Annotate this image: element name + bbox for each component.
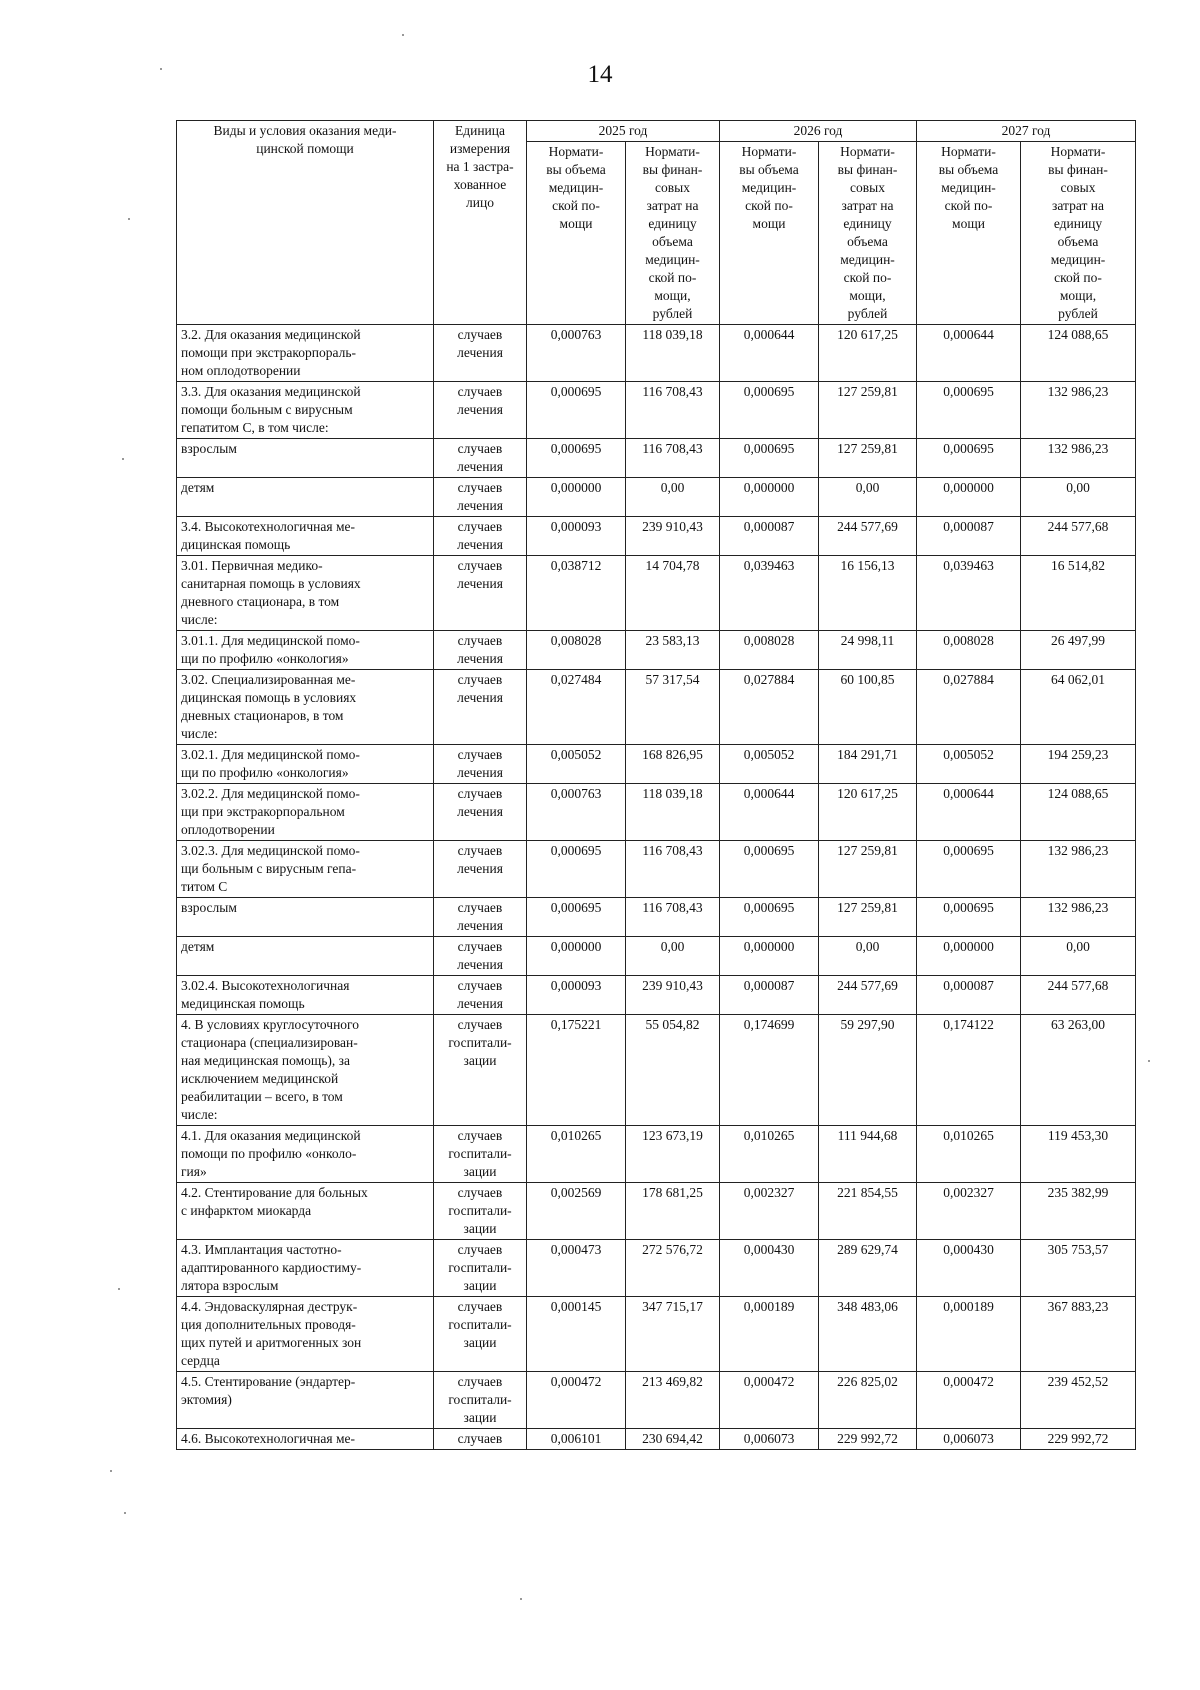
row-cost-2026: 226 825,02 <box>819 1372 917 1429</box>
row-volume-2026: 0,000000 <box>720 937 819 976</box>
row-unit: случаев лечения <box>434 382 527 439</box>
row-volume-2025: 0,010265 <box>527 1126 626 1183</box>
table-row <box>177 898 1136 937</box>
table-row <box>177 670 1136 745</box>
row-care-type: 3.02.4. Высокотехнологичная медицинская помощь <box>177 976 434 1015</box>
table-row <box>177 1429 1136 1450</box>
table-row <box>177 1240 1136 1297</box>
row-volume-2027: 0,000000 <box>917 937 1021 976</box>
row-volume-2025: 0,005052 <box>527 745 626 784</box>
row-cost-2025: 272 576,72 <box>626 1240 720 1297</box>
row-cost-2027: 119 453,30 <box>1021 1126 1136 1183</box>
row-cost-2026: 120 617,25 <box>819 784 917 841</box>
row-cost-2027: 239 452,52 <box>1021 1372 1136 1429</box>
row-care-type: детям <box>177 478 434 517</box>
row-cost-2027: 235 382,99 <box>1021 1183 1136 1240</box>
row-care-type: взрослым <box>177 898 434 937</box>
row-unit: случаев лечения <box>434 784 527 841</box>
row-care-type: взрослым <box>177 439 434 478</box>
row-volume-2026: 0,027884 <box>720 670 819 745</box>
row-care-type: 3.02. Специализированная ме- дицинская помощь в условиях дневных стационаров, в том числе: <box>177 670 434 745</box>
row-unit: случаев лечения <box>434 325 527 382</box>
row-unit: случаев лечения <box>434 898 527 937</box>
row-cost-2025: 230 694,42 <box>626 1429 720 1450</box>
row-cost-2027: 132 986,23 <box>1021 898 1136 937</box>
row-cost-2025: 347 715,17 <box>626 1297 720 1372</box>
table-row <box>177 1126 1136 1183</box>
row-cost-2025: 239 910,43 <box>626 517 720 556</box>
row-cost-2025: 0,00 <box>626 478 720 517</box>
row-cost-2027: 26 497,99 <box>1021 631 1136 670</box>
table-row <box>177 517 1136 556</box>
header-year-2025: 2025 год <box>527 121 720 142</box>
row-volume-2027: 0,000695 <box>917 898 1021 937</box>
row-cost-2027: 64 062,01 <box>1021 670 1136 745</box>
row-care-type: 3.02.3. Для медицинской помо- щи больным с вирусным гепа- титом С <box>177 841 434 898</box>
row-cost-2026: 127 259,81 <box>819 898 917 937</box>
row-volume-2025: 0,000695 <box>527 382 626 439</box>
row-unit: случаев лечения <box>434 937 527 976</box>
row-care-type: 3.02.1. Для медицинской помо- щи по профилю «онкология» <box>177 745 434 784</box>
row-care-type: детям <box>177 937 434 976</box>
row-care-type: 4.6. Высокотехнологичная ме- <box>177 1429 434 1450</box>
header-cost-2026: Нормати- вы финан- совых затрат на единицу объема медицин- ской по- мощи, рублей <box>819 142 917 325</box>
table-row <box>177 325 1136 382</box>
row-cost-2026: 229 992,72 <box>819 1429 917 1450</box>
row-cost-2026: 24 998,11 <box>819 631 917 670</box>
row-cost-2025: 123 673,19 <box>626 1126 720 1183</box>
row-unit: случаев лечения <box>434 439 527 478</box>
row-volume-2025: 0,000000 <box>527 478 626 517</box>
header-row-years <box>177 121 1136 142</box>
row-volume-2025: 0,002569 <box>527 1183 626 1240</box>
row-cost-2027: 194 259,23 <box>1021 745 1136 784</box>
row-volume-2026: 0,005052 <box>720 745 819 784</box>
row-unit: случаев лечения <box>434 556 527 631</box>
header-unit: Единица измерения на 1 застра- хованное лицо <box>434 121 527 325</box>
row-cost-2027: 244 577,68 <box>1021 976 1136 1015</box>
row-unit: случаев госпитали- зации <box>434 1015 527 1126</box>
table-row <box>177 556 1136 631</box>
row-volume-2025: 0,000093 <box>527 976 626 1015</box>
row-unit: случаев госпитали- зации <box>434 1183 527 1240</box>
row-cost-2026: 127 259,81 <box>819 382 917 439</box>
row-cost-2027: 124 088,65 <box>1021 325 1136 382</box>
row-cost-2026: 120 617,25 <box>819 325 917 382</box>
row-volume-2027: 0,008028 <box>917 631 1021 670</box>
row-cost-2027: 0,00 <box>1021 478 1136 517</box>
table-row <box>177 1372 1136 1429</box>
header-volume-2026: Нормати- вы объема медицин- ской по- мощи <box>720 142 819 325</box>
row-cost-2026: 111 944,68 <box>819 1126 917 1183</box>
row-cost-2027: 63 263,00 <box>1021 1015 1136 1126</box>
row-unit: случаев госпитали- зации <box>434 1372 527 1429</box>
row-volume-2027: 0,002327 <box>917 1183 1021 1240</box>
page-number: 14 <box>587 61 613 88</box>
row-care-type: 3.01.1. Для медицинской помо- щи по профилю «онкология» <box>177 631 434 670</box>
row-cost-2026: 127 259,81 <box>819 841 917 898</box>
row-volume-2027: 0,000695 <box>917 439 1021 478</box>
row-volume-2026: 0,000000 <box>720 478 819 517</box>
row-volume-2027: 0,000087 <box>917 976 1021 1015</box>
row-cost-2025: 239 910,43 <box>626 976 720 1015</box>
table-row <box>177 631 1136 670</box>
header-year-2026: 2026 год <box>720 121 917 142</box>
row-unit: случаев лечения <box>434 976 527 1015</box>
row-cost-2026: 289 629,74 <box>819 1240 917 1297</box>
row-cost-2027: 0,00 <box>1021 937 1136 976</box>
row-volume-2027: 0,000472 <box>917 1372 1021 1429</box>
row-volume-2026: 0,008028 <box>720 631 819 670</box>
row-volume-2026: 0,000644 <box>720 784 819 841</box>
row-volume-2026: 0,000472 <box>720 1372 819 1429</box>
row-unit: случаев лечения <box>434 841 527 898</box>
row-volume-2025: 0,000695 <box>527 898 626 937</box>
row-care-type: 4.4. Эндоваскулярная деструк- ция дополнительных проводя- щих путей и аритмогенных зон сердца <box>177 1297 434 1372</box>
row-volume-2027: 0,000189 <box>917 1297 1021 1372</box>
header-volume-2027: Нормати- вы объема медицин- ской по- мощи <box>917 142 1021 325</box>
row-care-type: 4.2. Стентирование для больных с инфарктом миокарда <box>177 1183 434 1240</box>
row-volume-2025: 0,008028 <box>527 631 626 670</box>
row-volume-2027: 0,000695 <box>917 382 1021 439</box>
header-care-type: Виды и условия оказания меди- цинской помощи <box>177 121 434 325</box>
row-cost-2027: 124 088,65 <box>1021 784 1136 841</box>
row-volume-2025: 0,000093 <box>527 517 626 556</box>
row-volume-2027: 0,000644 <box>917 325 1021 382</box>
row-volume-2026: 0,000189 <box>720 1297 819 1372</box>
row-volume-2026: 0,000087 <box>720 517 819 556</box>
row-cost-2025: 57 317,54 <box>626 670 720 745</box>
row-volume-2025: 0,000472 <box>527 1372 626 1429</box>
row-volume-2026: 0,000695 <box>720 898 819 937</box>
row-cost-2025: 213 469,82 <box>626 1372 720 1429</box>
row-cost-2025: 118 039,18 <box>626 784 720 841</box>
row-cost-2025: 116 708,43 <box>626 841 720 898</box>
row-cost-2025: 23 583,13 <box>626 631 720 670</box>
row-volume-2027: 0,006073 <box>917 1429 1021 1450</box>
row-volume-2027: 0,039463 <box>917 556 1021 631</box>
table-row <box>177 976 1136 1015</box>
row-unit: случаев госпитали- зации <box>434 1240 527 1297</box>
row-volume-2026: 0,006073 <box>720 1429 819 1450</box>
table-row <box>177 1183 1136 1240</box>
table-row <box>177 937 1136 976</box>
row-care-type: 4.1. Для оказания медицинской помощи по профилю «онколо- гия» <box>177 1126 434 1183</box>
row-cost-2026: 127 259,81 <box>819 439 917 478</box>
row-volume-2027: 0,005052 <box>917 745 1021 784</box>
table-row <box>177 439 1136 478</box>
header-year-2027: 2027 год <box>917 121 1136 142</box>
table-row <box>177 841 1136 898</box>
row-volume-2026: 0,000695 <box>720 841 819 898</box>
row-cost-2025: 168 826,95 <box>626 745 720 784</box>
row-unit: случаев лечения <box>434 670 527 745</box>
row-volume-2026: 0,000644 <box>720 325 819 382</box>
row-cost-2025: 116 708,43 <box>626 439 720 478</box>
row-unit: случаев госпитали- зации <box>434 1297 527 1372</box>
header-volume-2025: Нормати- вы объема медицин- ской по- мощи <box>527 142 626 325</box>
table-row <box>177 1297 1136 1372</box>
header-cost-2025: Нормати- вы финан- совых затрат на единицу объема медицин- ской по- мощи, рублей <box>626 142 720 325</box>
row-cost-2025: 116 708,43 <box>626 382 720 439</box>
row-care-type: 3.2. Для оказания медицинской помощи при экстракорпораль- ном оплодотворении <box>177 325 434 382</box>
row-volume-2025: 0,175221 <box>527 1015 626 1126</box>
row-cost-2026: 221 854,55 <box>819 1183 917 1240</box>
row-care-type: 3.4. Высокотехнологичная ме- дицинская помощь <box>177 517 434 556</box>
row-unit: случаев лечения <box>434 478 527 517</box>
row-care-type: 3.02.2. Для медицинской помо- щи при экстракорпоральном оплодотворении <box>177 784 434 841</box>
row-cost-2027: 229 992,72 <box>1021 1429 1136 1450</box>
row-unit: случаев лечения <box>434 631 527 670</box>
row-volume-2027: 0,027884 <box>917 670 1021 745</box>
row-cost-2027: 367 883,23 <box>1021 1297 1136 1372</box>
row-cost-2027: 132 986,23 <box>1021 439 1136 478</box>
table-row <box>177 478 1136 517</box>
row-volume-2025: 0,000145 <box>527 1297 626 1372</box>
row-cost-2026: 59 297,90 <box>819 1015 917 1126</box>
header-cost-2027: Нормати- вы финан- совых затрат на единицу объема медицин- ской по- мощи, рублей <box>1021 142 1136 325</box>
row-cost-2027: 132 986,23 <box>1021 841 1136 898</box>
medical-care-norms-table <box>176 120 1136 1450</box>
row-volume-2026: 0,174699 <box>720 1015 819 1126</box>
row-volume-2027: 0,174122 <box>917 1015 1021 1126</box>
row-cost-2026: 244 577,69 <box>819 517 917 556</box>
row-volume-2026: 0,039463 <box>720 556 819 631</box>
row-cost-2025: 178 681,25 <box>626 1183 720 1240</box>
row-volume-2027: 0,000695 <box>917 841 1021 898</box>
row-cost-2027: 305 753,57 <box>1021 1240 1136 1297</box>
row-care-type: 4.5. Стентирование (эндартер- эктомия) <box>177 1372 434 1429</box>
row-cost-2027: 244 577,68 <box>1021 517 1136 556</box>
row-volume-2025: 0,000695 <box>527 439 626 478</box>
row-volume-2026: 0,000430 <box>720 1240 819 1297</box>
row-volume-2027: 0,000000 <box>917 478 1021 517</box>
row-cost-2027: 16 514,82 <box>1021 556 1136 631</box>
table-row <box>177 1015 1136 1126</box>
row-cost-2025: 0,00 <box>626 937 720 976</box>
row-volume-2025: 0,000695 <box>527 841 626 898</box>
row-cost-2026: 244 577,69 <box>819 976 917 1015</box>
row-cost-2025: 14 704,78 <box>626 556 720 631</box>
row-volume-2027: 0,000087 <box>917 517 1021 556</box>
row-volume-2025: 0,006101 <box>527 1429 626 1450</box>
row-cost-2026: 16 156,13 <box>819 556 917 631</box>
row-cost-2027: 132 986,23 <box>1021 382 1136 439</box>
table-row <box>177 745 1136 784</box>
row-volume-2025: 0,000473 <box>527 1240 626 1297</box>
row-volume-2025: 0,027484 <box>527 670 626 745</box>
row-unit: случаев лечения <box>434 517 527 556</box>
row-volume-2025: 0,038712 <box>527 556 626 631</box>
row-unit: случаев госпитали- зации <box>434 1126 527 1183</box>
row-cost-2025: 116 708,43 <box>626 898 720 937</box>
row-cost-2026: 60 100,85 <box>819 670 917 745</box>
row-volume-2025: 0,000763 <box>527 325 626 382</box>
row-volume-2027: 0,010265 <box>917 1126 1021 1183</box>
row-volume-2026: 0,010265 <box>720 1126 819 1183</box>
row-cost-2025: 118 039,18 <box>626 325 720 382</box>
row-cost-2026: 184 291,71 <box>819 745 917 784</box>
row-care-type: 3.3. Для оказания медицинской помощи больным с вирусным гепатитом С, в том числе: <box>177 382 434 439</box>
row-volume-2027: 0,000644 <box>917 784 1021 841</box>
table-row <box>177 784 1136 841</box>
row-volume-2026: 0,000087 <box>720 976 819 1015</box>
row-unit: случаев лечения <box>434 745 527 784</box>
row-cost-2026: 0,00 <box>819 937 917 976</box>
table-row <box>177 382 1136 439</box>
row-care-type: 4.3. Имплантация частотно- адаптированного кардиостиму- лятора взрослым <box>177 1240 434 1297</box>
row-cost-2026: 0,00 <box>819 478 917 517</box>
row-volume-2026: 0,002327 <box>720 1183 819 1240</box>
row-care-type: 3.01. Первичная медико- санитарная помощь в условиях дневного стационара, в том числе: <box>177 556 434 631</box>
row-cost-2026: 348 483,06 <box>819 1297 917 1372</box>
row-care-type: 4. В условиях круглосуточного стационара (специализирован- ная медицинская помощь), за исключением медицинской реабилитации – всего, в том числе: <box>177 1015 434 1126</box>
row-volume-2027: 0,000430 <box>917 1240 1021 1297</box>
row-unit: случаев <box>434 1429 527 1450</box>
row-volume-2026: 0,000695 <box>720 439 819 478</box>
row-volume-2026: 0,000695 <box>720 382 819 439</box>
row-cost-2025: 55 054,82 <box>626 1015 720 1126</box>
row-volume-2025: 0,000000 <box>527 937 626 976</box>
table-body <box>177 325 1136 1450</box>
row-volume-2025: 0,000763 <box>527 784 626 841</box>
